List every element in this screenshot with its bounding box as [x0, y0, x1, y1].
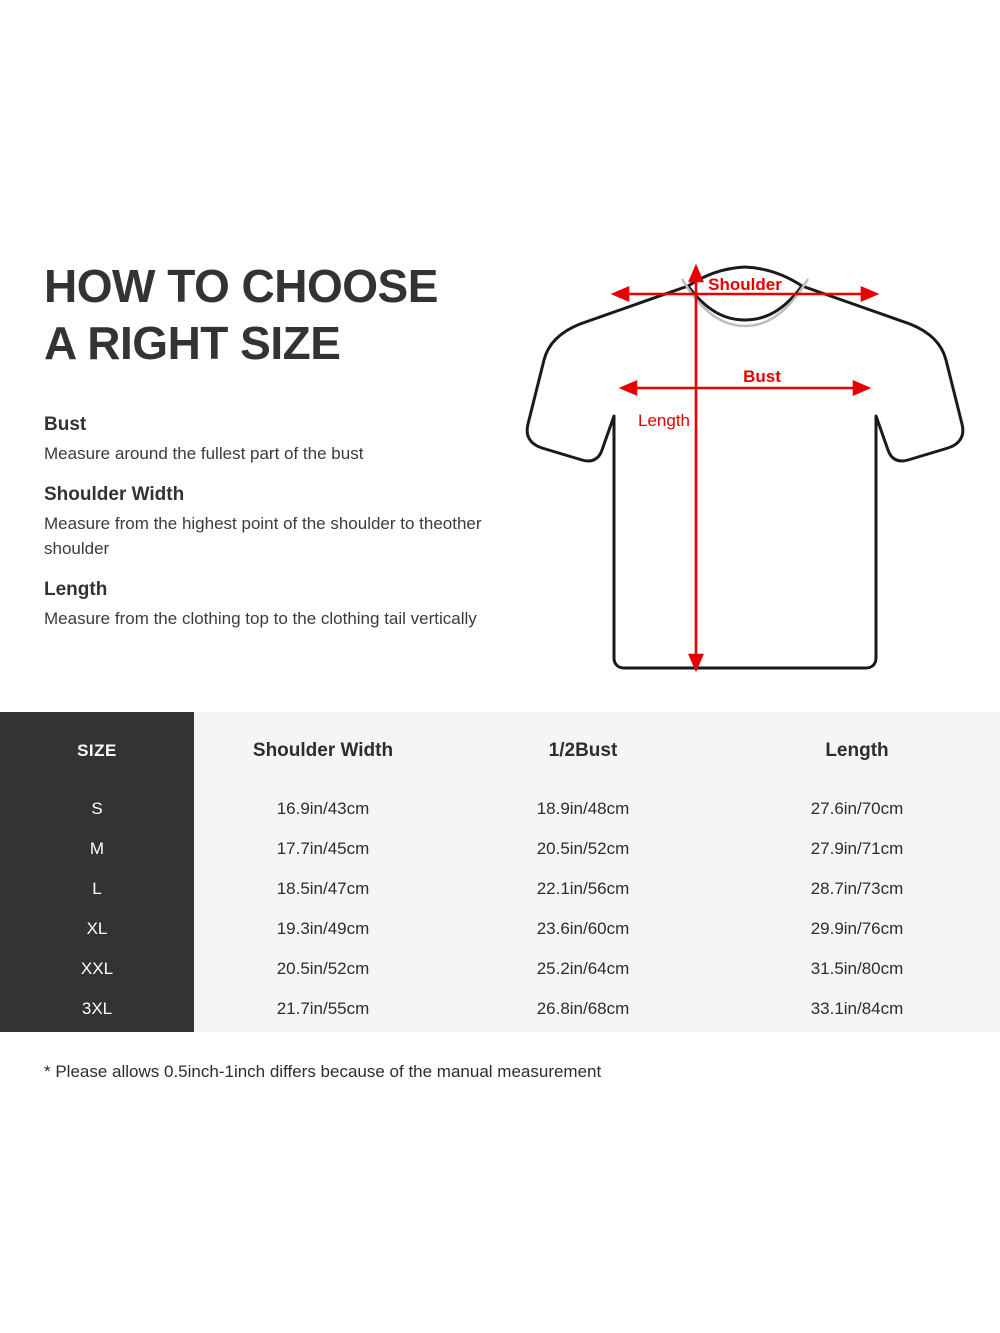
cell-length: 33.1in/84cm — [810, 999, 904, 1018]
table-row — [0, 869, 1000, 909]
definition-description: Measure from the highest point of the shoulder to theother shoulder — [44, 514, 482, 558]
cell-half-bust: 26.8in/68cm — [536, 999, 630, 1018]
cell-size: M — [89, 839, 105, 858]
bust-label: Bust — [743, 367, 781, 386]
definition-description: Measure around the fullest part of the bust — [44, 444, 364, 463]
definition-term: Length — [44, 579, 108, 600]
definition-bust — [44, 412, 514, 466]
column-header-half-bust: 1/2Bust — [548, 739, 618, 761]
cell-length: 31.5in/80cm — [810, 959, 904, 978]
cell-shoulder-width: 18.5in/47cm — [276, 879, 370, 898]
cell-shoulder-width: 21.7in/55cm — [276, 999, 370, 1018]
cell-shoulder-width: 16.9in/43cm — [276, 799, 370, 818]
length-label: Length — [638, 411, 690, 430]
column-header-size: SIZE — [77, 740, 117, 760]
cell-shoulder-width: 17.7in/45cm — [276, 839, 370, 858]
cell-half-bust: 20.5in/52cm — [536, 839, 630, 858]
definition-term: Bust — [44, 414, 87, 435]
definition-description: Measure from the clothing top to the clothing tail vertically — [44, 609, 477, 628]
cell-length: 29.9in/76cm — [810, 919, 904, 938]
cell-half-bust: 22.1in/56cm — [536, 879, 630, 898]
tshirt-measurement-diagram — [510, 240, 980, 690]
cell-length: 27.6in/70cm — [810, 799, 904, 818]
shoulder-label: Shoulder — [708, 275, 782, 294]
measurement-definitions — [44, 412, 514, 647]
size-chart-table — [0, 712, 1000, 1029]
column-header-length: Length — [825, 739, 889, 761]
page-title-line-1: HOW TO CHOOSE — [44, 260, 438, 312]
definition-length — [44, 577, 514, 631]
cell-size: L — [92, 879, 102, 898]
cell-half-bust: 25.2in/64cm — [536, 959, 630, 978]
table-header-row — [0, 712, 1000, 789]
table-row — [0, 949, 1000, 989]
page-title-line-2: A RIGHT SIZE — [44, 317, 341, 369]
cell-size: XXL — [80, 959, 114, 978]
definition-shoulder-width — [44, 482, 514, 561]
cell-length: 27.9in/71cm — [810, 839, 904, 858]
table-row — [0, 909, 1000, 949]
cell-shoulder-width: 19.3in/49cm — [276, 919, 370, 938]
cell-size: S — [91, 799, 103, 818]
measurement-footnote: * Please allows 0.5inch-1inch differs because of the manual measurement — [44, 1062, 602, 1081]
page-title — [44, 258, 524, 372]
table-row — [0, 829, 1000, 869]
definition-term: Shoulder Width — [44, 484, 185, 505]
table-row — [0, 989, 1000, 1029]
column-header-shoulder-width: Shoulder Width — [252, 739, 394, 761]
cell-half-bust: 23.6in/60cm — [536, 919, 630, 938]
table-row — [0, 789, 1000, 829]
cell-length: 28.7in/73cm — [810, 879, 904, 898]
cell-shoulder-width: 20.5in/52cm — [276, 959, 370, 978]
cell-size: XL — [86, 919, 108, 938]
cell-half-bust: 18.9in/48cm — [536, 799, 630, 818]
size-table-section — [0, 712, 1000, 1032]
cell-size: 3XL — [81, 999, 113, 1018]
